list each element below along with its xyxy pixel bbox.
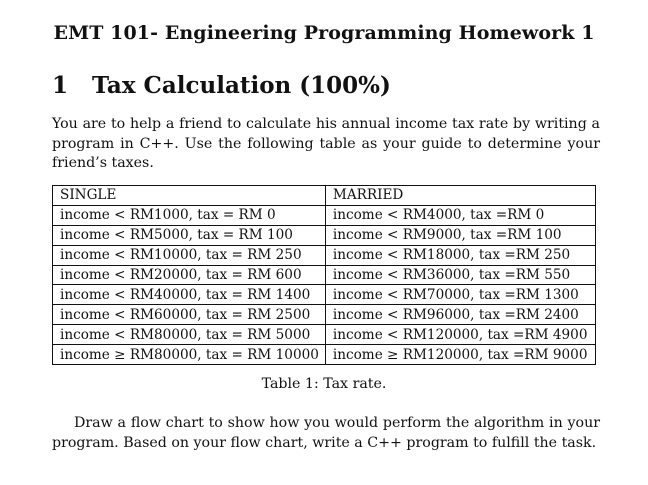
single-cell: income < RM10000, tax = RM 250 xyxy=(53,245,326,265)
table-row xyxy=(53,285,596,305)
married-cell: income < RM9000, tax =RM 100 xyxy=(325,225,595,245)
table-row xyxy=(53,225,596,245)
married-cell: income ≥ RM120000, tax =RM 9000 xyxy=(325,345,595,365)
header-single: SINGLE xyxy=(53,186,326,206)
married-cell: income < RM18000, tax =RM 250 xyxy=(325,245,595,265)
intro-paragraph: You are to help a friend to calculate his annual income tax rate by writing a program in C++. Use the following table as your guide to determine your friend’s taxes. xyxy=(52,116,600,171)
married-cell: income < RM96000, tax =RM 2400 xyxy=(325,305,595,325)
tax-rate-table xyxy=(52,185,596,365)
married-cell: income < RM120000, tax =RM 4900 xyxy=(325,325,595,345)
single-cell: income < RM5000, tax = RM 100 xyxy=(53,225,326,245)
single-cell: income < RM1000, tax = RM 0 xyxy=(53,205,326,225)
table-header-row xyxy=(53,186,596,206)
single-cell: income < RM60000, tax = RM 2500 xyxy=(53,305,326,325)
married-cell: income < RM70000, tax =RM 1300 xyxy=(325,285,595,305)
single-cell: income < RM80000, tax = RM 5000 xyxy=(53,325,326,345)
table-row xyxy=(53,345,596,365)
single-cell: income < RM20000, tax = RM 600 xyxy=(53,265,326,285)
document-title: EMT 101- Engineering Programming Homework 1 xyxy=(53,22,595,44)
section-title: Tax Calculation (100%) xyxy=(92,72,391,99)
table-row xyxy=(53,245,596,265)
task-paragraph: Draw a flow chart to show how you would perform the algorithm in your program. Based on your flow chart, write a C++ program to fulfill the task. xyxy=(52,415,600,451)
table-row xyxy=(53,265,596,285)
married-cell: income < RM36000, tax =RM 550 xyxy=(325,265,595,285)
table-caption: Table 1: Tax rate. xyxy=(261,376,387,392)
married-cell: income < RM4000, tax =RM 0 xyxy=(325,205,595,225)
table-row xyxy=(53,205,596,225)
section-number: 1 xyxy=(52,72,69,99)
header-married: MARRIED xyxy=(325,186,595,206)
single-cell: income ≥ RM80000, tax = RM 10000 xyxy=(53,345,326,365)
single-cell: income < RM40000, tax = RM 1400 xyxy=(53,285,326,305)
table-row xyxy=(53,305,596,325)
section-heading xyxy=(52,72,391,99)
table-row xyxy=(53,325,596,345)
